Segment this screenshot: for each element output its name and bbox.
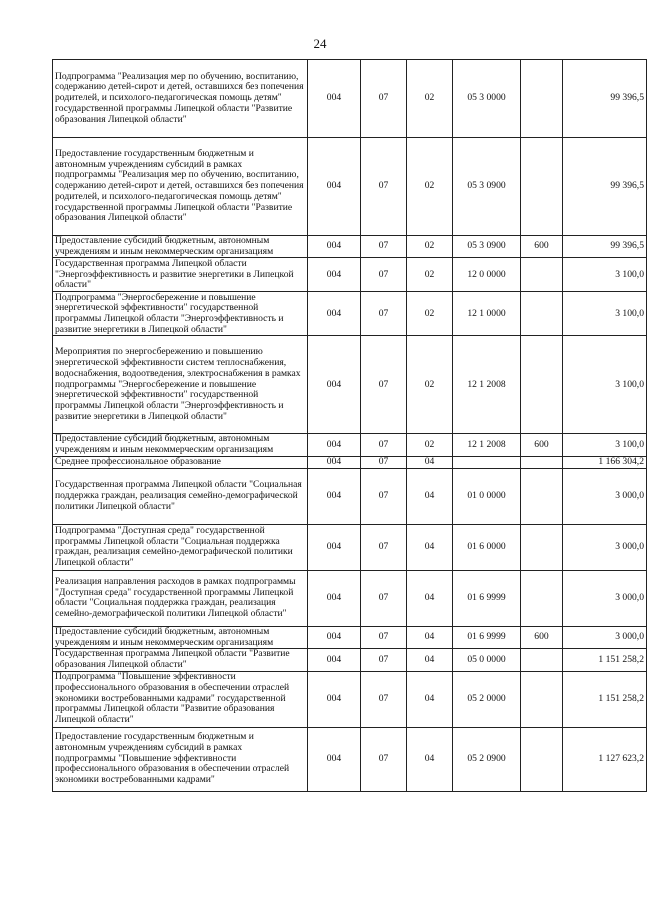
cell-csr: 05 3 0900 [453,236,521,258]
cell-adm: 004 [308,434,361,456]
cell-sub: 02 [407,434,453,456]
cell-csr: 05 2 0000 [453,671,521,727]
cell-sub: 04 [407,649,453,671]
table-row [53,570,647,626]
cell-csr: 12 1 2008 [453,434,521,456]
cell-name: Подпрограмма "Реализация мер по обучению, воспитанию, содержанию детей-сирот и детей, оставшихся без попечения родителей, и психолого-педагогическая помощь детям" государственной программы Липецкой области "Развитие образования Липецкой области" [53,60,308,138]
cell-sum: 3 100,0 [563,292,647,336]
cell-vr [521,456,563,468]
table-row [53,292,647,336]
cell-sec: 07 [361,570,407,626]
cell-vr [521,524,563,570]
cell-sec: 07 [361,292,407,336]
table-row [53,258,647,292]
cell-sec: 07 [361,138,407,236]
table-row [53,60,647,138]
cell-sub: 02 [407,336,453,434]
cell-adm: 004 [308,524,361,570]
table-row [53,138,647,236]
cell-sub: 02 [407,60,453,138]
cell-name: Предоставление субсидий бюджетным, автономным учреждениям и иным некоммерческим организациям [53,236,308,258]
cell-csr: 05 3 0900 [453,138,521,236]
cell-name: Предоставление субсидий бюджетным, автономным учреждениям и иным некоммерческим организациям [53,434,308,456]
table-row [53,236,647,258]
cell-csr: 12 1 0000 [453,292,521,336]
cell-sec: 07 [361,60,407,138]
cell-adm: 004 [308,468,361,524]
cell-vr [521,336,563,434]
cell-name: Реализация направления расходов в рамках подпрограммы "Доступная среда" государственной программы Липецкой области "Социальная поддержка граждан, реализация семейно-демографической политики Липецкой области" [53,570,308,626]
cell-csr: 05 2 0900 [453,727,521,791]
cell-sub: 02 [407,138,453,236]
cell-sum: 3 000,0 [563,524,647,570]
table-row [53,456,647,468]
cell-vr [521,649,563,671]
cell-vr [521,258,563,292]
budget-table-body [53,60,647,792]
cell-name: Мероприятия по энергосбережению и повышению энергетической эффективности систем теплоснабжения, водоснабжения, водоотведения, электроснабжения в рамках подпрограммы "Энергосбережение и повышение энергетической эффективности" государственной программы Липецкой области "Энергоэффективность и развитие энергетики в Липецкой области" [53,336,308,434]
cell-sec: 07 [361,258,407,292]
cell-adm: 004 [308,570,361,626]
cell-vr [521,60,563,138]
cell-adm: 004 [308,236,361,258]
cell-sub: 04 [407,456,453,468]
cell-name: Предоставление государственным бюджетным и автономным учреждениям субсидий в рамках подпрограммы "Повышение эффективности профессионального образования в обеспечении отраслей экономики востребованными кадрами" [53,727,308,791]
cell-csr: 01 6 9999 [453,626,521,648]
cell-sec: 07 [361,649,407,671]
cell-adm: 004 [308,456,361,468]
cell-csr: 05 3 0000 [453,60,521,138]
cell-sum: 1 151 258,2 [563,649,647,671]
cell-sum: 1 127 623,2 [563,727,647,791]
cell-csr: 01 6 9999 [453,570,521,626]
cell-csr [453,456,521,468]
cell-sum: 3 000,0 [563,626,647,648]
cell-sub: 04 [407,570,453,626]
cell-csr: 12 0 0000 [453,258,521,292]
cell-sub: 04 [407,524,453,570]
cell-sec: 07 [361,236,407,258]
table-row [53,626,647,648]
page-number: 24 [313,36,327,51]
cell-vr [521,138,563,236]
cell-vr [521,570,563,626]
cell-name: Государственная программа Липецкой области "Развитие образования Липецкой области" [53,649,308,671]
cell-sub: 04 [407,727,453,791]
cell-adm: 004 [308,336,361,434]
cell-sum: 99 396,5 [563,60,647,138]
cell-sec: 07 [361,626,407,648]
cell-sub: 02 [407,258,453,292]
cell-sub: 04 [407,626,453,648]
cell-csr: 01 0 0000 [453,468,521,524]
cell-name: Государственная программа Липецкой области "Социальная поддержка граждан, реализация семейно-демографической политики Липецкой области" [53,468,308,524]
cell-sum: 3 000,0 [563,468,647,524]
cell-sub: 02 [407,292,453,336]
cell-adm: 004 [308,138,361,236]
cell-sum: 3 100,0 [563,258,647,292]
cell-sum: 1 151 258,2 [563,671,647,727]
cell-name: Предоставление субсидий бюджетным, автономным учреждениям и иным некоммерческим организациям [53,626,308,648]
cell-sum: 99 396,5 [563,236,647,258]
table-row [53,727,647,791]
cell-name: Подпрограмма "Доступная среда" государственной программы Липецкой области "Социальная поддержка граждан, реализация семейно-демографической политики Липецкой области" [53,524,308,570]
cell-adm: 004 [308,292,361,336]
table-row [53,336,647,434]
cell-sum: 3 000,0 [563,570,647,626]
cell-sec: 07 [361,336,407,434]
cell-csr: 01 6 0000 [453,524,521,570]
table-row [53,524,647,570]
cell-sub: 04 [407,468,453,524]
cell-vr: 600 [521,236,563,258]
cell-sub: 02 [407,236,453,258]
table-row [53,468,647,524]
cell-sub: 04 [407,671,453,727]
table-row [53,649,647,671]
cell-name: Предоставление государственным бюджетным и автономным учреждениям субсидий в рамках подпрограммы "Реализация мер по обучению, воспитанию, содержанию детей-сирот и детей, оставшихся без попечения родителей, и психолого-педагогическая помощь детям" государственной программы Липецкой области "Развитие образования Липецкой области" [53,138,308,236]
cell-sec: 07 [361,671,407,727]
cell-name: Подпрограмма "Энергосбережение и повышение энергетической эффективности" государственной программы Липецкой области "Энергоэффективность и развитие энергетики в Липецкой области" [53,292,308,336]
cell-vr: 600 [521,626,563,648]
cell-adm: 004 [308,60,361,138]
cell-name: Подпрограмма "Повышение эффективности профессионального образования в обеспечении отраслей экономики востребованными кадрами" государственной программы Липецкой области "Развитие образования Липецкой области" [53,671,308,727]
cell-vr [521,292,563,336]
cell-sec: 07 [361,468,407,524]
cell-adm: 004 [308,671,361,727]
budget-table [52,59,647,792]
cell-sec: 07 [361,727,407,791]
cell-adm: 004 [308,649,361,671]
cell-adm: 004 [308,258,361,292]
cell-sec: 07 [361,524,407,570]
cell-csr: 05 0 0000 [453,649,521,671]
cell-vr [521,727,563,791]
cell-adm: 004 [308,626,361,648]
cell-sum: 3 100,0 [563,434,647,456]
cell-adm: 004 [308,727,361,791]
cell-sum: 3 100,0 [563,336,647,434]
cell-sum: 99 396,5 [563,138,647,236]
cell-sec: 07 [361,434,407,456]
cell-name: Среднее профессиональное образование [53,456,308,468]
cell-name: Государственная программа Липецкой области "Энергоэффективность и развитие энергетики в Липецкой области" [53,258,308,292]
cell-csr: 12 1 2008 [453,336,521,434]
cell-vr [521,468,563,524]
cell-vr [521,671,563,727]
cell-vr: 600 [521,434,563,456]
cell-sec: 07 [361,456,407,468]
table-row [53,434,647,456]
table-row [53,671,647,727]
cell-sum: 1 166 304,2 [563,456,647,468]
